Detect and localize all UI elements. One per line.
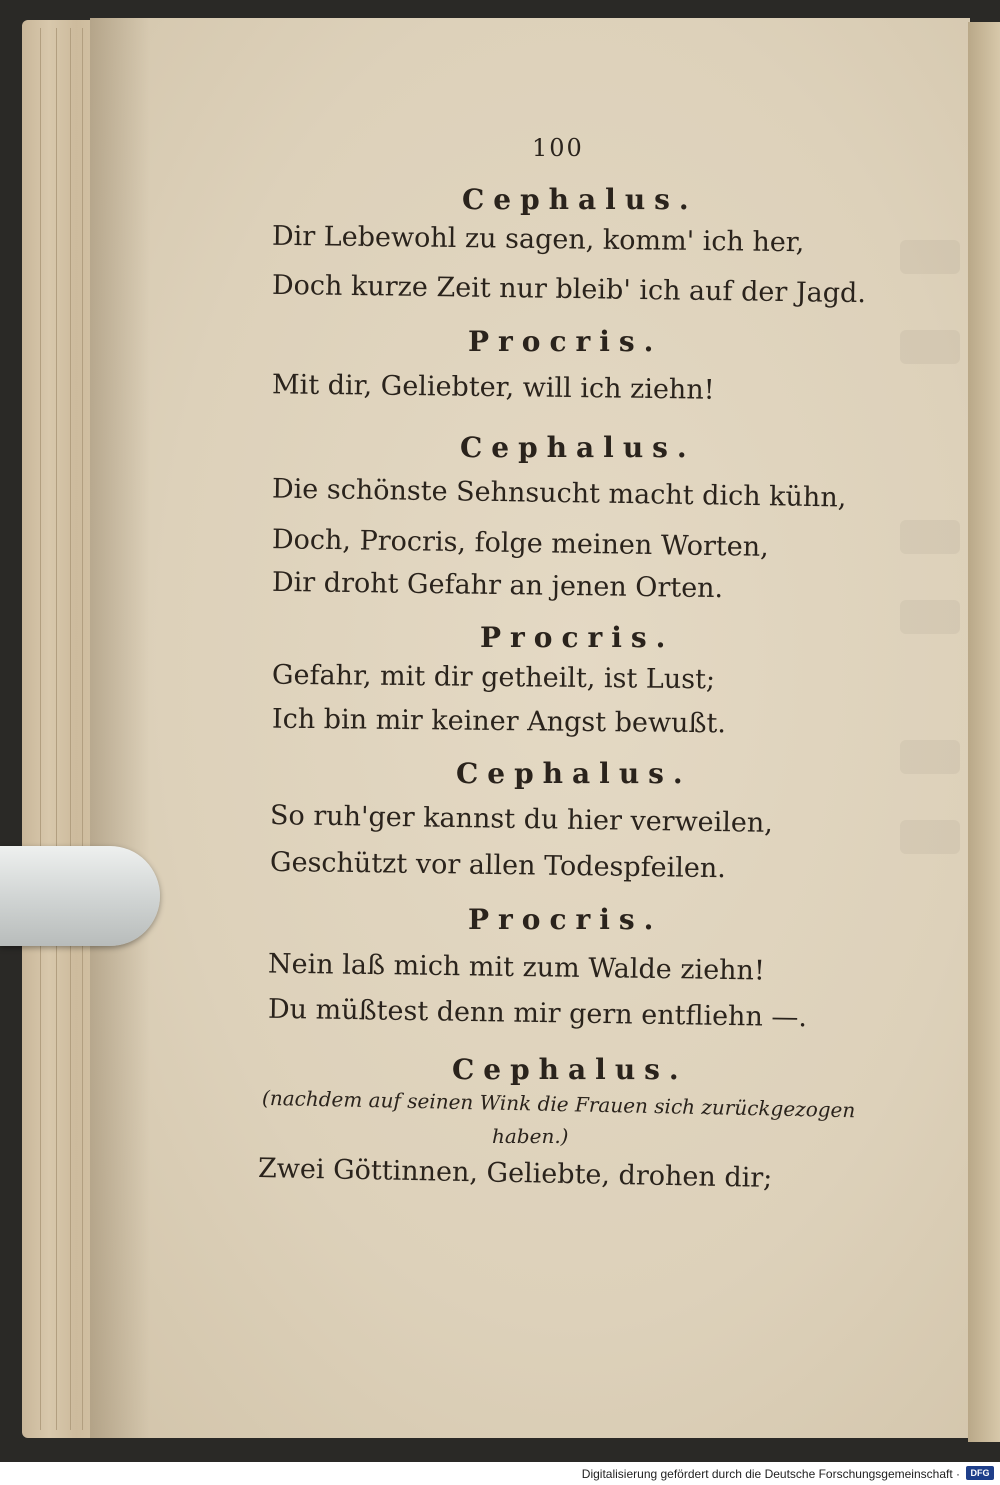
dfg-logo: DFG — [966, 1466, 994, 1480]
verse-line: Doch kurze Zeit nur bleib' ich auf der Jagd. — [271, 269, 867, 310]
verse-line: Ich bin mir keiner Angst bewußt. — [271, 703, 727, 740]
speaker-heading: Procris. — [468, 903, 663, 936]
verse-line: Du müßtest denn mir gern entfliehn —. — [267, 993, 808, 1034]
speaker-heading: Procris. — [480, 621, 675, 654]
facing-page-edge — [968, 22, 1000, 1442]
gutter-shadow — [90, 18, 150, 1438]
speaker-heading: Procris. — [468, 325, 663, 358]
stage-direction: (nachdem auf seinen Wink die Frauen sich zurückgezogen — [261, 1085, 856, 1123]
stage-direction: haben.) — [492, 1124, 569, 1148]
verse-line: Doch, Procris, folge meinen Worten, — [271, 524, 769, 563]
funding-credit: Digitalisierung gefördert durch die Deutsche Forschungsgemeinschaft · — [581, 1467, 960, 1481]
verse-line: Dir Lebewohl zu sagen, komm' ich her, — [271, 220, 805, 259]
speaker-heading: Cephalus. — [456, 757, 692, 790]
speaker-heading: Cephalus. — [460, 431, 696, 464]
verse-line: Dir droht Gefahr an jenen Orten. — [271, 566, 724, 605]
page-number: 100 — [532, 134, 584, 162]
verse-line: Zwei Göttinnen, Geliebte, drohen dir; — [257, 1153, 773, 1194]
speaker-heading: Cephalus. — [452, 1053, 688, 1086]
page-clip — [0, 846, 160, 946]
verse-line: So ruh'ger kannst du hier verweilen, — [269, 800, 774, 839]
verse-line: Mit dir, Geliebter, will ich ziehn! — [271, 369, 715, 406]
speaker-heading: Cephalus. — [462, 183, 698, 216]
verse-line: Gefahr, mit dir getheilt, ist Lust; — [271, 659, 716, 696]
verse-line: Geschützt vor allen Todespfeilen. — [269, 846, 727, 885]
verse-line: Nein laß mich mit zum Walde ziehn! — [267, 948, 766, 987]
footer-bar — [0, 1462, 1000, 1485]
verse-line: Die schönste Sehnsucht macht dich kühn, — [271, 473, 847, 514]
